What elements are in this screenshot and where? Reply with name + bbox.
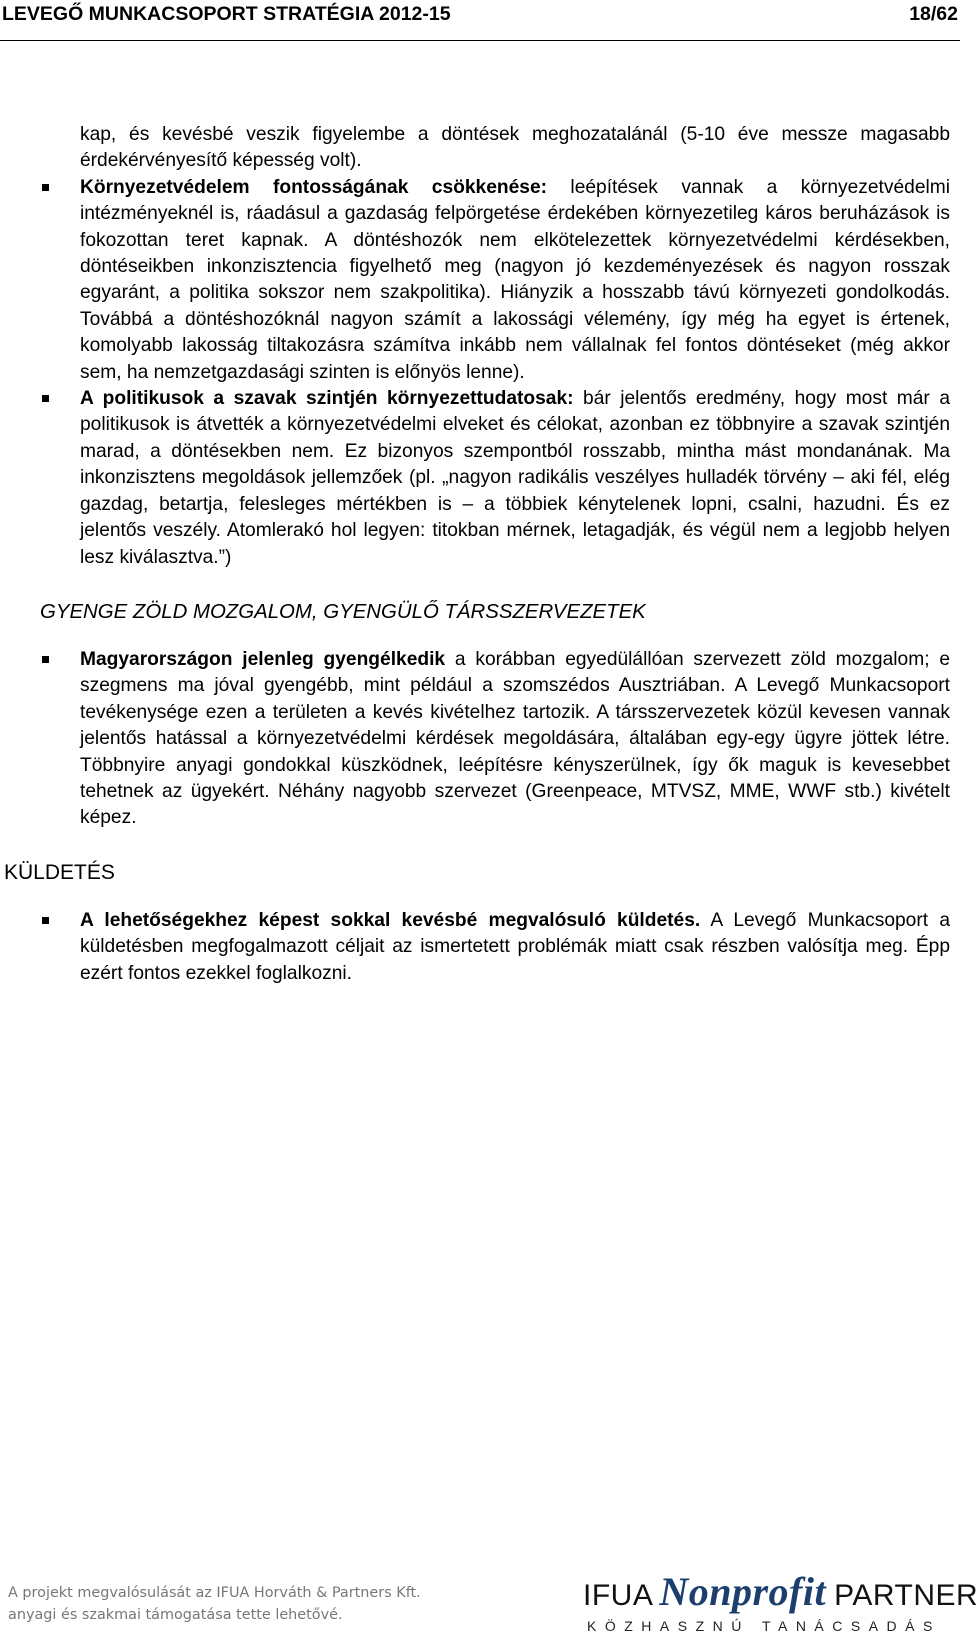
footer-line-2: anyagi és szakmai támogatása tette lehetővé.	[8, 1607, 343, 1623]
bullet-text: a korábban egyedülállóan szervezett zöld mozgalom; e szegmens ma jóval gyengébb, mint például a szomszédos Ausztriában. A Levegő Munkacsoport tevékenysége ezen a területen a kevés kivételhez tartozik. A társszervezetek közül kevesen vannak jelentős hatással a környezetvédelmi kérdések megoldására, általában egy-egy ügyre jöttek létre. Többnyire anyagi gondokkal küszködnek, leépítésre kényszerülnek, így ők maguk is kevesebbet tehetnek az ügyekért. Néhány nagyobb szervezet (Greenpeace, MTVSZ, MME, WWF stb.) kivételt képez.	[80, 648, 950, 829]
bullet-square-icon	[42, 184, 49, 191]
logo-partner-text: PARTNER	[834, 1579, 978, 1612]
page-number: 18/62	[909, 3, 958, 25]
paragraph-text: kap, és kevésbé veszik figyelembe a döntések meghozatalánál (5-10 éve messze magasabb érdekérvényesítő képesség volt).	[80, 124, 950, 172]
bullet-item-mission	[40, 908, 950, 987]
document-body	[4, 122, 950, 987]
document-title: LEVEGŐ MUNKACSOPORT STRATÉGIA 2012-15	[2, 3, 451, 25]
section-heading-green-movement: GYENGE ZÖLD MOZGALOM, GYENGÜLŐ TÁRSSZERVEZETEK	[40, 600, 646, 623]
bullet-item-politicians	[40, 386, 950, 571]
paragraph-continuation	[40, 122, 950, 175]
bullet-square-icon	[42, 917, 49, 924]
footer-note	[8, 1582, 421, 1626]
bullet-heading: A lehetőségekhez képest sokkal kevésbé megvalósuló küldetés.	[80, 909, 701, 931]
logo-nonprofit-text: Nonprofit	[659, 1569, 827, 1614]
logo-tagline: KÖZHASZNÚ TANÁCSADÁS	[587, 1618, 941, 1634]
bullet-text: leépítések vannak a környezetvédelmi intézményeknél is, ráadásul a gazdaság felpörgetése érdekében környezetileg káros beruházások is fokozottan teret kapnak. A döntéshozók nem elkötelezettek környezetvédelmi kérdésekben, döntéseikben inkonzisztencia figyelhető meg (nagyon jó kezdeményezések és nagyon rosszak egyaránt, a politika sokszor nem szakpolitika). Hiányzik a hosszabb távú környezeti gondolkodás. Továbbá a döntéshozóknál nagyon számít a lakossági vélemény, így még ha egyet is értenek, komolyabb lakosság tiltakozásra számítva inkább nem vállalnak fel fontos döntéseket (még akkor sem, ha nemzetgazdasági szinten is előnyös lenne).	[80, 176, 950, 383]
footer-line-1: A projekt megvalósulását az IFUA Horváth & Partners Kft.	[8, 1585, 421, 1601]
bullet-heading: A politikusok a szavak szintjén környezettudatosak:	[80, 388, 574, 410]
bullet-heading: Környezetvédelem fontosságának csökkenése:	[80, 176, 548, 198]
page-header	[0, 0, 960, 41]
bullet-item-environment	[40, 175, 950, 386]
section-heading-mission: KÜLDETÉS	[4, 860, 115, 884]
bullet-text: bár jelentős eredmény, hogy most már a politikusok is átvették a környezetvédelmi elveket és célokat, azonban ez többnyire a szavak szintjén marad, a döntésekben nem. Ez bizonyos szempontból rosszabb, mintha mást mondanának. Ma inkonzisztens megoldások jellemzőek (pl. „nagyon radikális veszélyes hulladék törvény – aki fél, elég gazdag, betartja, feleslеges mértékben is – a többiek kénytelenek lopni, csalni, hazudni. És ez jelentős veszély. Atomlerakó hol legyen: titokban mérnek, letagadják, és végül nem a legjobb helyen lesz kiválasztva.”)	[80, 388, 950, 568]
bullet-item-green-movement	[40, 647, 950, 832]
ifua-nonprofit-partner-logo	[583, 1568, 978, 1642]
bullet-square-icon	[42, 395, 49, 402]
bullet-text: A Levegő Munkacsoport a küldetésben megfogalmazott céljait az ismertetett problémák miatt csak részben valósítja meg. Épp ezért fontos ezekkel foglalkozni.	[80, 909, 950, 984]
bullet-heading: Magyarországon jelenleg gyengélkedik	[80, 648, 446, 670]
logo-ifua-text: IFUA	[583, 1579, 654, 1612]
bullet-square-icon	[42, 656, 49, 663]
